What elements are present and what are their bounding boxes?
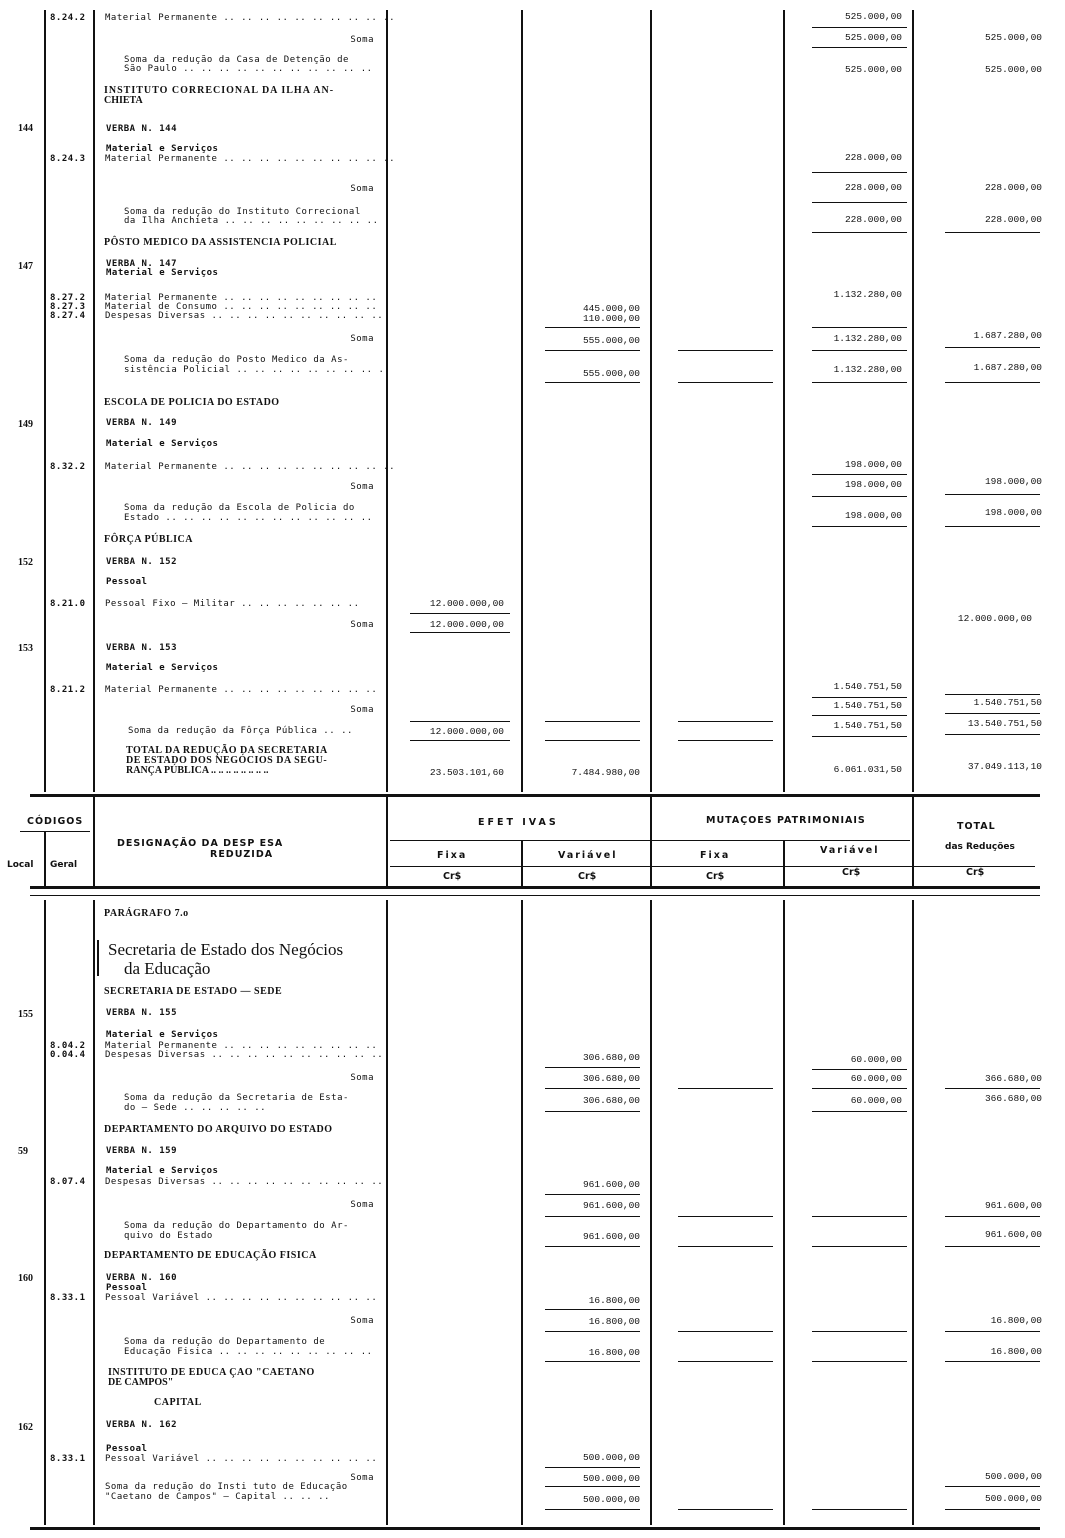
value: 16.800,00 [588,1316,640,1327]
subhead: Pessoal [106,1283,148,1293]
row-text: Soma [350,184,374,194]
sum-rule [812,350,907,351]
header-rule-6 [912,795,914,887]
value: 228.000,00 [844,182,902,193]
sum-rule [812,1361,907,1362]
code: 8.32.2 [50,462,86,472]
row-text: Soma [350,620,374,630]
row-text: Soma da redução do Departamento de [124,1337,326,1347]
sum-rule [410,740,510,741]
value: 198.000,00 [844,510,902,521]
value: 525.000,00 [844,32,902,43]
secretaria-title: Secretaria de Estado dos Negócios [108,940,344,959]
value: 228.000,00 [984,182,1042,193]
sum-rule [812,1509,907,1510]
header-rule-2 [386,795,388,887]
sum-rule [945,526,1040,527]
value: 525.000,00 [844,11,902,22]
row-text: Soma [350,705,374,715]
sum-rule [812,1111,907,1112]
subhead: Material e Serviços [106,144,219,154]
code: 8.33.1 [50,1293,86,1303]
value: 1.132.280,00 [833,364,902,375]
sum-rule [945,1509,1040,1510]
row-text: Material de Consumo .. .. .. .. .. .. .. .. .. [105,302,378,312]
section-title: ESCOLA DE POLICIA DO ESTADO [104,397,280,408]
subhead: Pessoal [106,1444,148,1454]
code: 8.07.4 [50,1177,86,1187]
header-das-reducoes: das Reduções [945,842,1015,852]
sum-rule [812,1088,907,1089]
row-text: Material Permanente .. .. .. .. .. .. .. .. .. [105,1041,378,1051]
header-total: TOTAL [957,821,996,832]
value: 1.132.280,00 [833,289,902,300]
row-text: Soma [350,1316,374,1326]
section-subtitle: CAPITAL [154,1397,202,1408]
header-cr-4: Cr$ [842,867,861,878]
sum-rule [812,474,907,475]
verba: VERBA N. 144 [106,124,178,134]
header-rule-5 [783,840,785,887]
value: 555.000,00 [582,335,640,346]
value: 1.687.280,00 [973,330,1042,341]
subhead: Pessoal [106,577,148,587]
value: 12.000.000,00 [957,613,1032,624]
sum-rule [812,202,907,203]
sum-rule [545,1486,640,1487]
sum-rule [545,1067,640,1068]
value: 12.000.000,00 [429,619,504,630]
sum-rule [812,382,907,383]
verba: VERBA N. 153 [106,643,178,653]
value: 500.000,00 [984,1471,1042,1482]
row-text: Soma [350,1473,374,1483]
value: 198.000,00 [984,476,1042,487]
value: 110.000,00 [582,313,640,324]
value: 228.000,00 [844,152,902,163]
value: 961.600,00 [984,1229,1042,1240]
sum-rule [545,1246,640,1247]
verba: VERBA N. 147 [106,259,178,269]
sum-rule [945,232,1040,233]
value: 306.680,00 [582,1095,640,1106]
row-text: sistência Policial .. .. .. .. .. .. .. .. .. [124,365,391,375]
value: 961.600,00 [984,1200,1042,1211]
col-rule-b-variavel [650,900,652,1525]
sum-rule [545,1216,640,1217]
col-rule-mfixa [783,10,785,792]
page-bottom-rule [30,1527,1040,1530]
col-rule-mvar [912,10,914,792]
row-text: Material Permanente .. .. .. .. .. .. .. .. .. [105,293,378,303]
verba: VERBA N. 160 [106,1273,178,1283]
verba: VERBA N. 152 [106,557,178,567]
code: 8.27.2 [50,293,86,303]
value: 1.540.751,50 [833,700,902,711]
row-text: Soma da redução da Secretaria de Esta- [124,1093,349,1103]
row-text: São Paulo .. .. .. .. .. .. .. .. .. .. .. [124,64,373,74]
header-rule-3 [521,840,523,887]
sum-rule [812,47,907,48]
subhead: Material e Serviços [106,1166,219,1176]
sum-rule [945,713,1040,714]
section-title: INSTITUTO CORRECIONAL DA ILHA AN- [104,85,335,96]
row-text: Pessoal Variável .. .. .. .. .. .. .. .. .. .. [105,1293,378,1303]
code: 0.04.4 [50,1050,86,1060]
header-local: Local [7,860,34,870]
sum-rule [545,740,640,741]
section-title: PÔSTO MEDICO DA ASSISTENCIA POLICIAL [104,237,337,248]
value: 198.000,00 [984,507,1042,518]
row-text: quivo do Estado [124,1231,213,1241]
sum-rule [812,1216,907,1217]
value: 198.000,00 [844,479,902,490]
value: 198.000,00 [844,459,902,470]
code: 8.27.3 [50,302,86,312]
sum-rule [545,1088,640,1089]
sum-rule [945,382,1040,383]
sum-rule [678,1216,773,1217]
header-rule-4 [650,795,652,887]
value: 16.800,00 [588,1347,640,1358]
sum-rule [545,350,640,351]
row-text: Estado .. .. .. .. .. .. .. .. .. .. .. .. [124,513,373,523]
row-text: Soma da redução do Departamento do Ar- [124,1221,349,1231]
sum-rule [678,1246,773,1247]
value: 7.484.980,00 [571,767,640,778]
value: 500.000,00 [582,1473,640,1484]
value: 60.000,00 [850,1054,902,1065]
sum-rule [812,715,907,716]
header-mutacoes: MUTAÇOES PATRIMONIAIS [706,815,866,826]
header-fixa-2: Fixa [700,850,731,861]
row-text: Pessoal Fixo — Militar .. .. .. .. .. .. .. [105,599,360,609]
value: 306.680,00 [582,1073,640,1084]
local-code: 147 [18,261,33,272]
value: 525.000,00 [984,32,1042,43]
row-text: Despesas Diversas .. .. .. .. .. .. .. .. .. .. [105,1050,384,1060]
value: 37.049.113,10 [967,761,1042,772]
value: 525.000,00 [844,64,902,75]
sum-rule [812,27,907,28]
value: 12.000.000,00 [429,598,504,609]
title-bar-left [97,940,99,976]
local-code: 155 [18,1009,33,1020]
sum-rule [678,1361,773,1362]
sum-rule [945,734,1040,735]
sum-rule [545,1361,640,1362]
col-rule-variavel [650,10,652,792]
sum-rule [410,721,510,722]
local-code: 59 [18,1146,28,1157]
col-rule-b-designacao [386,900,388,1525]
row-text: Soma da redução da Escola de Policia do [124,503,355,513]
header-cr-2: Cr$ [578,871,597,882]
header-sub-rule-c [390,866,1035,867]
value: 16.800,00 [990,1346,1042,1357]
col-rule-geral [93,10,95,792]
code: 8.21.2 [50,685,86,695]
row-text: "Caetano de Campos" — Capital .. .. .. [105,1492,330,1502]
code: 8.24.3 [50,154,86,164]
local-code: 162 [18,1422,33,1433]
value: 555.000,00 [582,368,640,379]
row-text: Soma [350,1200,374,1210]
value: 12.000.000,00 [429,726,504,737]
value: 16.800,00 [990,1315,1042,1326]
header-sub-rule-a [20,831,90,832]
header-variavel: Variável [558,850,618,861]
code: 8.21.0 [50,599,86,609]
local-code: 144 [18,123,33,134]
sum-rule [678,1088,773,1089]
value: 228.000,00 [844,214,902,225]
value: 60.000,00 [850,1073,902,1084]
header-geral: Geral [50,860,78,870]
value: 1.540.751,50 [833,681,902,692]
sum-rule [812,736,907,737]
value: 525.000,00 [984,64,1042,75]
header-designacao: DESIGNAÇÃO DA DESP ESA [117,838,284,849]
col-rule-b-fixa [521,900,523,1525]
row-text: Soma [350,35,374,45]
value: 1.540.751,50 [973,697,1042,708]
paragraph-title: PARÁGRAFO 7.o [104,908,189,919]
subhead: Material e Serviços [106,268,219,278]
value: 961.600,00 [582,1200,640,1211]
secretaria-title: da Educação [124,959,211,978]
sum-rule [678,382,773,383]
local-code: 149 [18,419,33,430]
sum-rule [812,232,907,233]
header-cr-3: Cr$ [706,871,725,882]
sum-rule [812,1246,907,1247]
row-text: Soma da redução do Posto Medico da As- [124,355,349,365]
col-rule-designacao [386,10,388,792]
total-title: TOTAL DA REDUÇÃO DA SECRETARIA [126,745,328,756]
code: 8.27.4 [50,311,86,321]
row-text: da Ilha Anchieta .. .. .. .. .. .. .. .. .. [124,216,379,226]
header-reduzida: REDUZIDA [210,849,274,860]
sum-rule [678,740,773,741]
header-bottom-rule [30,886,1040,889]
col-rule-b-geral [93,900,95,1525]
sum-rule [678,721,773,722]
sum-rule [812,1069,907,1070]
section-title: INSTITUTO DE EDUCA ÇAO "CAETANO [108,1367,315,1378]
row-text: Soma da redução do Instituto Correcional [124,207,361,217]
sum-rule [945,494,1040,495]
value: 961.600,00 [582,1231,640,1242]
sum-rule [410,613,510,614]
row-text: Material Permanente .. .. .. .. .. .. .. .. .. .. [105,154,396,164]
verba: VERBA N. 155 [106,1008,178,1018]
row-text: Pessoal Variável .. .. .. .. .. .. .. .. .. .. [105,1454,378,1464]
row-text: Material Permanente .. .. .. .. .. .. .. .. .. .. [105,462,396,472]
section-title: FÔRÇA PÚBLICA [104,534,194,545]
header-fixa: Fixa [437,850,468,861]
col-rule-b-mfixa [783,900,785,1525]
col-rule-local [44,10,46,792]
sum-rule [812,1331,907,1332]
code: 8.33.1 [50,1454,86,1464]
row-text: Soma da redução do Insti tuto de Educação [105,1482,348,1492]
value: 500.000,00 [984,1493,1042,1504]
sum-rule [945,1216,1040,1217]
col-rule-fixa [521,10,523,792]
total-title: DE ESTADO DOS NEGÓCIOS DA SEGU- [126,755,328,766]
header-cr-1: Cr$ [443,871,462,882]
header-top-rule [30,794,1040,797]
total-title: RANÇA PÚBLICA .. .. .. .. .. .. .. .. [126,765,269,776]
col-rule-b-mvar [912,900,914,1525]
value: 445.000,00 [582,303,640,314]
local-code: 153 [18,643,33,654]
sum-rule [945,347,1040,348]
value: 13.540.751,50 [967,718,1042,729]
sum-rule [545,1111,640,1112]
sum-rule [545,327,640,328]
subhead: Material e Serviços [106,663,219,673]
row-text: do — Sede .. .. .. .. .. [124,1103,267,1113]
sum-rule [812,327,907,328]
header-rule-1 [93,795,95,887]
sum-rule [945,1246,1040,1247]
section-title: DEPARTAMENTO DO ARQUIVO DO ESTADO [104,1124,333,1135]
header-codigos: CÓDIGOS [27,816,84,827]
value: 6.061.031,50 [833,764,902,775]
value: 306.680,00 [582,1052,640,1063]
sum-rule [545,1194,640,1195]
row-text: Educação Fisica .. .. .. .. .. .. .. .. .. [124,1347,373,1357]
header-cr-5: Cr$ [966,867,985,878]
row-text: Soma da redução da Fôrça Pública .. .. [128,726,353,736]
header-rule-7 [44,832,46,887]
section-title: CHIETA [104,95,143,106]
value: 16.800,00 [588,1295,640,1306]
sum-rule [545,1467,640,1468]
row-text: Despesas Diversas .. .. .. .. .. .. .. .. .. .. [105,1177,384,1187]
value: 23.503.101,60 [429,767,504,778]
value: 366.680,00 [984,1093,1042,1104]
local-code: 160 [18,1273,33,1284]
code: 8.04.2 [50,1041,86,1051]
value: 500.000,00 [582,1452,640,1463]
header-bottom-rule2 [30,895,1040,896]
verba: VERBA N. 159 [106,1146,178,1156]
sum-rule [812,526,907,527]
value: 60.000,00 [850,1095,902,1106]
sum-rule [410,632,510,633]
value: 961.600,00 [582,1179,640,1190]
row-text: Soma [350,334,374,344]
subhead: Material e Serviços [106,1030,219,1040]
value: 366.680,00 [984,1073,1042,1084]
sum-rule [945,1331,1040,1332]
sum-rule [545,721,640,722]
value: 1.687.280,00 [973,362,1042,373]
sum-rule [678,350,773,351]
section-title: SECRETARIA DE ESTADO — SEDE [104,986,283,997]
row-text: Soma da redução da Casa de Detenção de [124,55,349,65]
header-variavel-2: Variável [820,845,880,856]
section-title: DE CAMPOS" [108,1377,174,1388]
sum-rule [945,1361,1040,1362]
code: 8.24.2 [50,13,86,23]
col-rule-b-local [44,900,46,1525]
verba: VERBA N. 162 [106,1420,178,1430]
row-text: Material Permanente .. .. .. .. .. .. .. .. .. [105,685,378,695]
value: 1.132.280,00 [833,333,902,344]
sum-rule [678,1509,773,1510]
value: 1.540.751,50 [833,720,902,731]
row-text: Soma [350,482,374,492]
subhead: Material e Serviços [106,439,219,449]
section-title: DEPARTAMENTO DE EDUCAÇÃO FISICA [104,1250,317,1261]
verba: VERBA N. 149 [106,418,178,428]
row-text: Material Permanente .. .. .. .. .. .. .. .. .. .. [105,13,396,23]
value: 500.000,00 [582,1494,640,1505]
sum-rule [545,1309,640,1310]
local-code: 152 [18,557,33,568]
sum-rule [545,1509,640,1510]
sum-rule [545,1331,640,1332]
sum-rule [678,1331,773,1332]
row-text: Soma [350,1073,374,1083]
header-efetivas: EFET IVAS [478,817,559,828]
sum-rule [945,1088,1040,1089]
sum-rule [945,694,1040,695]
sum-rule [812,496,907,497]
sum-rule [812,172,907,173]
row-text: Despesas Diversas .. .. .. .. .. .. .. .. .. .. [105,311,384,321]
sum-rule [545,382,640,383]
sum-rule [812,697,907,698]
value: 228.000,00 [984,214,1042,225]
sum-rule [945,1486,1040,1487]
